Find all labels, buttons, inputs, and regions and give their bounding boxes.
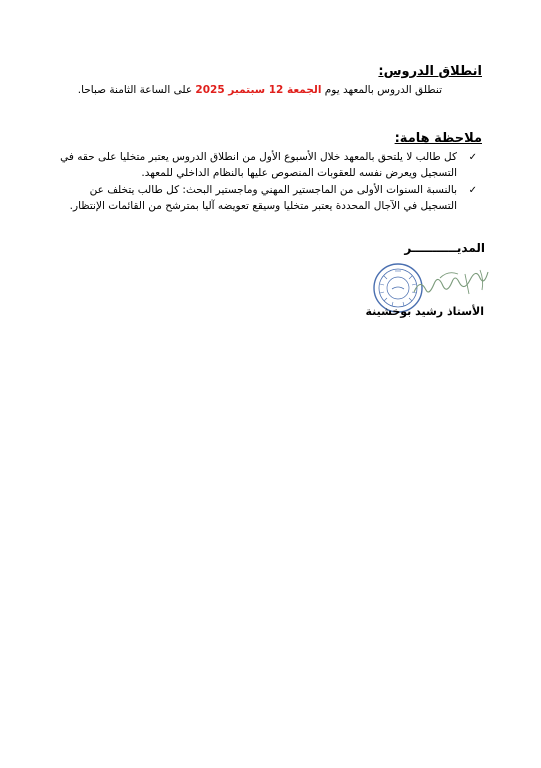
note-item-text: كل طالب لا يلتحق بالمعهد خلال الأسبوع الأول من انطلاق الدروس يعتبر متخليا على حقه في التسجيل ويعرض نفسه للعقوبات المنصوص عليها بالنظام الداخلي للمعهد. <box>60 151 457 179</box>
handwritten-signature-icon <box>410 262 495 302</box>
note-list <box>59 150 479 216</box>
checkmark-icon: ✓ <box>468 185 477 196</box>
note-heading: ملاحظة هامة: <box>394 131 482 146</box>
checkmark-icon: ✓ <box>468 152 477 163</box>
list-item <box>59 150 479 181</box>
start-date-highlight: الجمعة 12 سبتمبر 2025 <box>195 84 322 96</box>
director-name: الأستاذ رشيد بوخشينة <box>365 305 484 318</box>
start-text-before: تنطلق الدروس بالمعهد يوم <box>321 84 442 96</box>
director-title: المديـــــــــــر <box>404 241 485 255</box>
start-text-after: على الساعة الثامنة صباحا. <box>77 84 196 96</box>
start-paragraph <box>78 84 442 96</box>
list-item <box>59 183 479 214</box>
note-item-text: بالنسبة السنوات الأولى من الماجستير المهني وماجستير البحث: كل طالب يتخلف عن التسجيل في الآجال المحددة يعتبر متخليا وسيقع تعويضه آليا بمترشح من القائمات الإنتظار. <box>69 184 457 212</box>
start-heading: انطلاق الدروس: <box>378 64 482 79</box>
